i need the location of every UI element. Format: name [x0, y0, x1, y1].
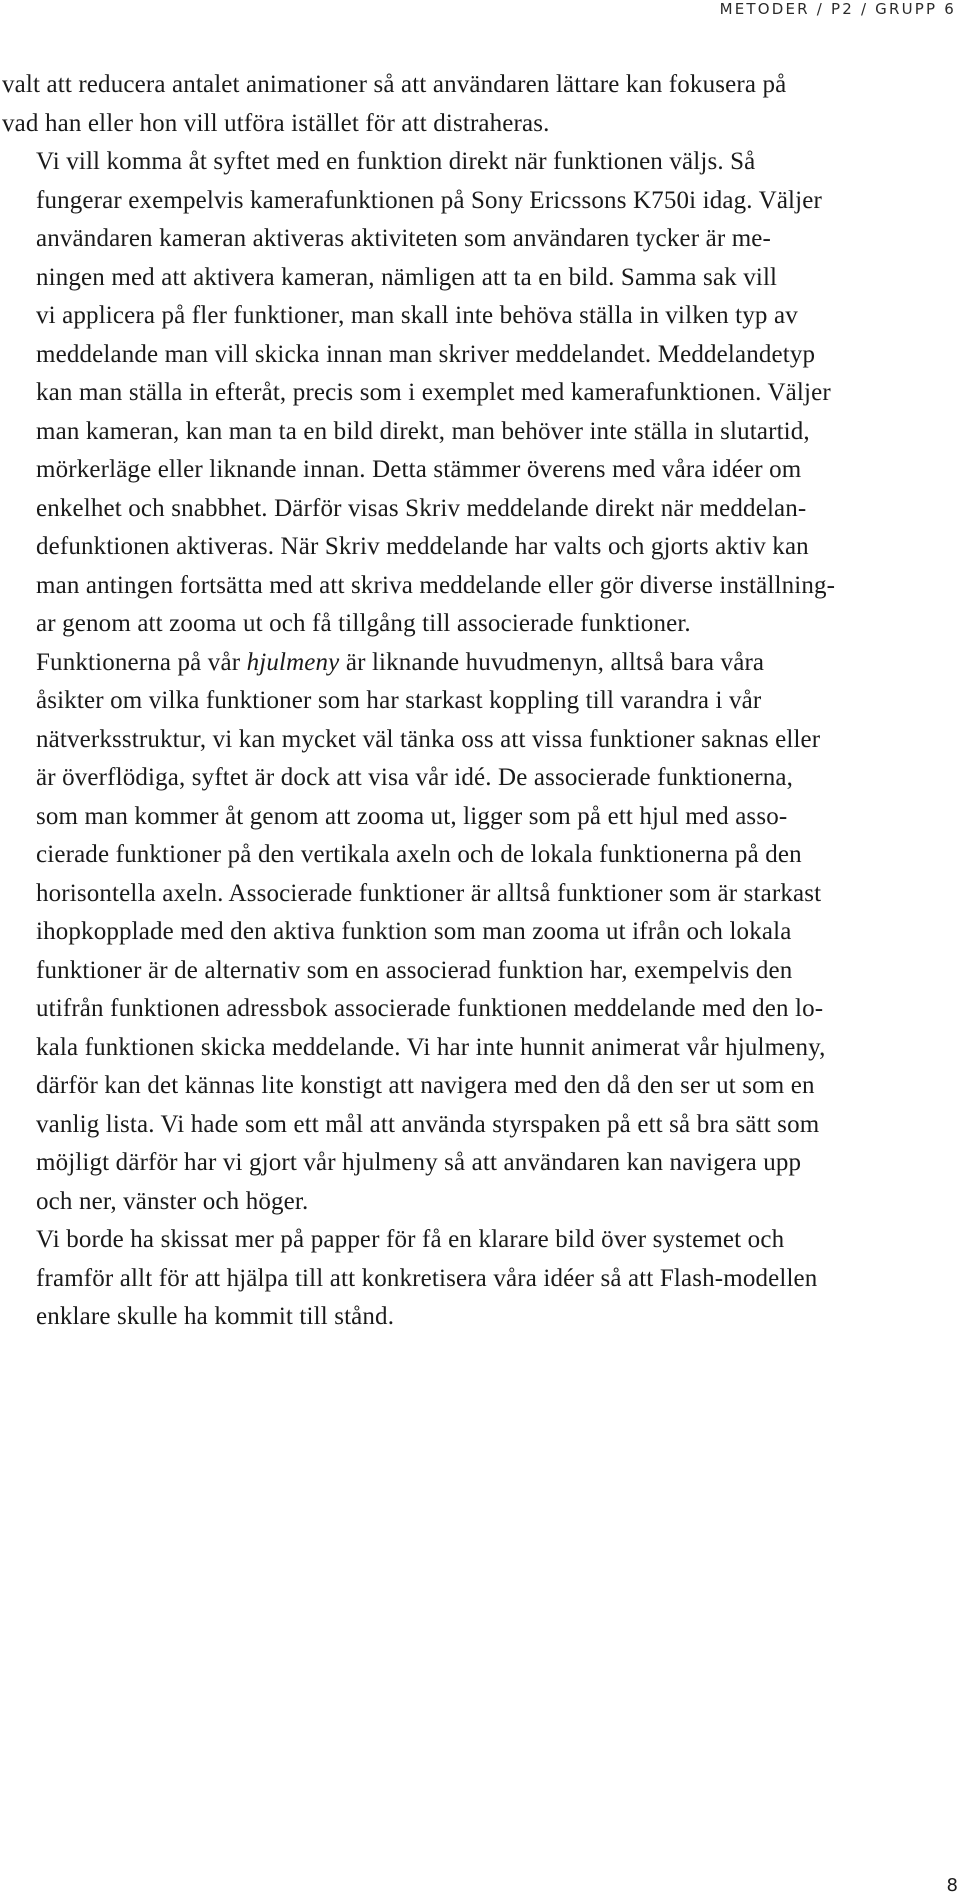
text-line: framför allt för att hjälpa till att konkretisera våra idéer så att Flash-modellen	[36, 1264, 818, 1292]
text-line: kala funktionen skicka meddelande. Vi har inte hunnit animerat vår hjulmeny,	[36, 1033, 826, 1061]
text-line: därför kan det kännas lite konstigt att navigera med den då den ser ut som en	[36, 1072, 815, 1099]
text-line: ihopkopplade med den aktiva funktion som man zooma ut ifrån och lokala	[36, 918, 792, 945]
text-line: Vi borde ha skissat mer på papper för få en klarare bild över systemet och	[36, 1226, 785, 1253]
text-line: ar genom att zooma ut och få tillgång till associerade funktioner.	[36, 610, 691, 637]
text-line: defunktionen aktiveras. När Skriv meddelande har valts och gjorts aktiv kan	[36, 533, 809, 560]
text-line: nätverksstruktur, vi kan mycket väl tänka oss att vissa funktioner saknas eller	[36, 725, 821, 753]
text-line: möjligt därför har vi gjort vår hjulmeny så att användaren kan navigera upp	[36, 1149, 802, 1176]
text-line: Vi vill komma åt syftet med en funktion direkt när funktionen väljs. Så	[36, 148, 756, 175]
text-line: utifrån funktionen adressbok associerade funktionen meddelande med den lo-	[36, 995, 824, 1022]
text-line: man kameran, kan man ta en bild direkt, man behöver inte ställa in slutartid,	[36, 417, 810, 445]
paragraph-3	[2, 644, 922, 1222]
text-line: är överflödiga, syftet är dock att visa vår idé. De associerade funktionerna,	[36, 764, 794, 791]
page-number: 8	[946, 1875, 958, 1896]
emphasis-term: hjulmeny	[246, 648, 340, 676]
text-line: funktioner är de alternativ som en associerad funktion har, exempelvis den	[36, 956, 793, 984]
text-line: man antingen fortsätta med att skriva meddelande eller gör diverse inställning-	[36, 571, 836, 599]
text-line: som man kommer åt genom att zooma ut, ligger som på ett hjul med asso-	[36, 802, 788, 830]
text-line: åsikter om vilka funktioner som har starkast koppling till varandra i vår	[36, 687, 762, 714]
text-run: är liknande huvudmenyn, alltså bara våra	[339, 648, 765, 676]
text-line: horisontella axeln. Associerade funktioner är alltså funktioner som är starkast	[36, 879, 822, 907]
text-line: mörkerläge eller liknande innan. Detta stämmer överens med våra idéer om	[36, 456, 802, 483]
paragraph-1	[2, 66, 922, 143]
text-line: vad han eller hon vill utföra istället för att distraheras.	[2, 109, 550, 137]
text-line: cierade funktioner på den vertikala axeln och de lokala funktionerna på den	[36, 841, 802, 868]
text-line: valt att reducera antalet animationer så att användaren lättare kan fokusera på	[2, 71, 787, 98]
text-line: och ner, vänster och höger.	[36, 1187, 309, 1215]
text-line: enkelhet och snabbhet. Därför visas Skriv meddelande direkt när meddelan-	[36, 494, 807, 522]
paragraph-2	[2, 143, 922, 644]
text-line: meddelande man vill skicka innan man skriver meddelandet. Meddelandetyp	[36, 340, 816, 368]
text-line: fungerar exempelvis kamerafunktionen på Sony Ericssons K750i idag. Väljer	[36, 186, 822, 214]
running-header: METODER / P2 / GRUPP 6	[719, 0, 956, 18]
text-line: kan man ställa in efteråt, precis som i exemplet med kamerafunktionen. Väljer	[36, 379, 831, 406]
text-line: enklare skulle ha kommit till stånd.	[36, 1303, 395, 1330]
text-line: vanlig lista. Vi hade som ett mål att använda styrspaken på ett så bra sätt som	[36, 1110, 820, 1138]
body-text	[2, 66, 922, 1337]
text-line	[2, 644, 922, 683]
text-run: Funktionerna på vår	[36, 648, 247, 676]
text-line: vi applicera på fler funktioner, man skall inte behöva ställa in vilken typ av	[36, 302, 798, 329]
paragraph-4	[2, 1221, 922, 1337]
text-line: ningen med att aktivera kameran, nämligen att ta en bild. Samma sak vill	[36, 263, 778, 291]
text-line: användaren kameran aktiveras aktiviteten som användaren tycker är me-	[36, 225, 772, 252]
